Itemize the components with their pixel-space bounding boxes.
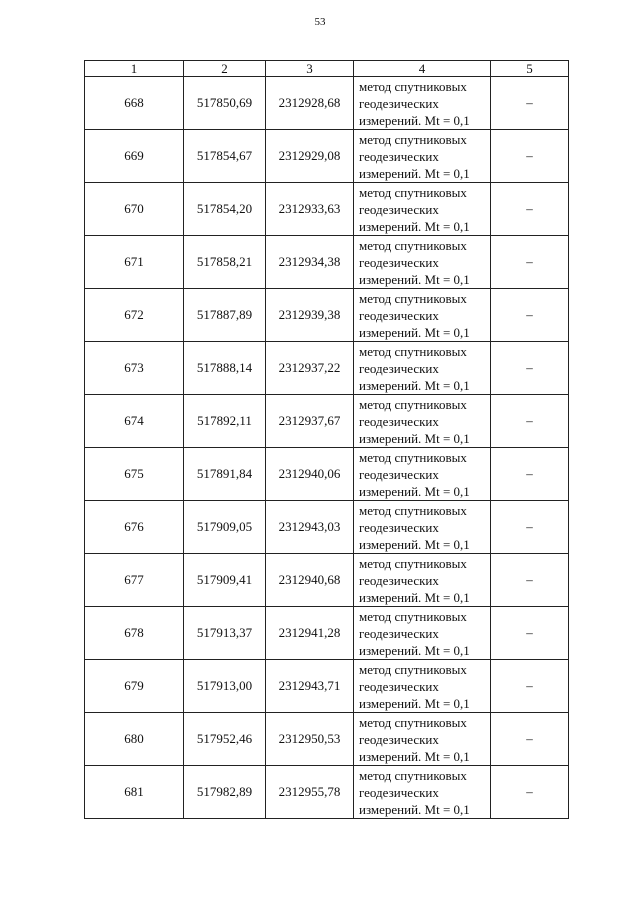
table-row	[85, 660, 569, 713]
method-cell	[354, 395, 491, 448]
point-number-cell: 681	[85, 766, 184, 819]
method-line: измерений. Mt = 0,1	[359, 271, 470, 287]
y-coordinate-cell: 2312937,67	[266, 395, 354, 448]
x-coordinate-cell: 517850,69	[184, 77, 266, 130]
note-cell: –	[491, 766, 569, 819]
table-row	[85, 713, 569, 766]
method-line: измерений. Mt = 0,1	[359, 165, 470, 181]
method-line: измерений. Mt = 0,1	[359, 748, 470, 764]
note-cell: –	[491, 501, 569, 554]
method-line: метод спутниковых	[359, 131, 467, 147]
point-number-cell: 671	[85, 236, 184, 289]
method-cell	[354, 501, 491, 554]
method-cell	[354, 130, 491, 183]
method-line: метод спутниковых	[359, 396, 467, 412]
method-line: геодезических	[359, 95, 439, 111]
note-cell: –	[491, 448, 569, 501]
method-line: геодезических	[359, 572, 439, 588]
method-line: метод спутниковых	[359, 608, 467, 624]
method-line: геодезических	[359, 519, 439, 535]
y-coordinate-cell: 2312937,22	[266, 342, 354, 395]
table-row	[85, 501, 569, 554]
y-coordinate-cell: 2312934,38	[266, 236, 354, 289]
point-number-cell: 678	[85, 607, 184, 660]
x-coordinate-cell: 517909,05	[184, 501, 266, 554]
point-number-cell: 676	[85, 501, 184, 554]
table-row	[85, 342, 569, 395]
x-coordinate-cell: 517892,11	[184, 395, 266, 448]
x-coordinate-cell: 517909,41	[184, 554, 266, 607]
method-line: геодезических	[359, 625, 439, 641]
table-row	[85, 448, 569, 501]
table-row	[85, 77, 569, 130]
y-coordinate-cell: 2312940,06	[266, 448, 354, 501]
table-row	[85, 554, 569, 607]
column-header-2: 2	[184, 61, 266, 77]
y-coordinate-cell: 2312943,71	[266, 660, 354, 713]
y-coordinate-cell: 2312941,28	[266, 607, 354, 660]
header-row	[85, 61, 569, 77]
x-coordinate-cell: 517982,89	[184, 766, 266, 819]
point-number-cell: 674	[85, 395, 184, 448]
point-number-cell: 675	[85, 448, 184, 501]
method-cell	[354, 183, 491, 236]
note-cell: –	[491, 607, 569, 660]
method-line: измерений. Mt = 0,1	[359, 589, 470, 605]
point-number-cell: 669	[85, 130, 184, 183]
method-line: метод спутниковых	[359, 767, 467, 783]
y-coordinate-cell: 2312950,53	[266, 713, 354, 766]
method-cell	[354, 289, 491, 342]
note-cell: –	[491, 395, 569, 448]
column-header-3: 3	[266, 61, 354, 77]
method-cell	[354, 77, 491, 130]
column-header-5: 5	[491, 61, 569, 77]
method-line: метод спутниковых	[359, 290, 467, 306]
method-cell	[354, 342, 491, 395]
method-line: геодезических	[359, 413, 439, 429]
table-row	[85, 183, 569, 236]
y-coordinate-cell: 2312929,08	[266, 130, 354, 183]
point-number-cell: 668	[85, 77, 184, 130]
method-line: геодезических	[359, 466, 439, 482]
method-line: геодезических	[359, 201, 439, 217]
method-cell	[354, 554, 491, 607]
note-cell: –	[491, 554, 569, 607]
method-line: геодезических	[359, 148, 439, 164]
method-line: метод спутниковых	[359, 78, 467, 94]
method-cell	[354, 236, 491, 289]
method-line: метод спутниковых	[359, 449, 467, 465]
method-line: геодезических	[359, 254, 439, 270]
point-number-cell: 680	[85, 713, 184, 766]
note-cell: –	[491, 713, 569, 766]
table-row	[85, 607, 569, 660]
method-line: измерений. Mt = 0,1	[359, 483, 470, 499]
table-row	[85, 236, 569, 289]
y-coordinate-cell: 2312943,03	[266, 501, 354, 554]
table-row	[85, 289, 569, 342]
method-line: измерений. Mt = 0,1	[359, 642, 470, 658]
method-line: метод спутниковых	[359, 502, 467, 518]
method-line: измерений. Mt = 0,1	[359, 430, 470, 446]
method-line: измерений. Mt = 0,1	[359, 536, 470, 552]
method-line: метод спутниковых	[359, 237, 467, 253]
coordinates-table	[84, 60, 569, 819]
method-cell	[354, 448, 491, 501]
x-coordinate-cell: 517913,37	[184, 607, 266, 660]
note-cell: –	[491, 77, 569, 130]
method-cell	[354, 766, 491, 819]
y-coordinate-cell: 2312940,68	[266, 554, 354, 607]
method-line: измерений. Mt = 0,1	[359, 324, 470, 340]
method-line: геодезических	[359, 678, 439, 694]
x-coordinate-cell: 517854,20	[184, 183, 266, 236]
method-line: метод спутниковых	[359, 661, 467, 677]
point-number-cell: 673	[85, 342, 184, 395]
y-coordinate-cell: 2312928,68	[266, 77, 354, 130]
method-line: геодезических	[359, 360, 439, 376]
method-line: измерений. Mt = 0,1	[359, 112, 470, 128]
column-header-1: 1	[85, 61, 184, 77]
page-number: 53	[314, 16, 326, 28]
table-row	[85, 130, 569, 183]
method-line: метод спутниковых	[359, 184, 467, 200]
point-number-cell: 670	[85, 183, 184, 236]
y-coordinate-cell: 2312955,78	[266, 766, 354, 819]
point-number-cell: 677	[85, 554, 184, 607]
note-cell: –	[491, 183, 569, 236]
x-coordinate-cell: 517888,14	[184, 342, 266, 395]
method-cell	[354, 713, 491, 766]
x-coordinate-cell: 517887,89	[184, 289, 266, 342]
x-coordinate-cell: 517913,00	[184, 660, 266, 713]
method-line: геодезических	[359, 307, 439, 323]
point-number-cell: 679	[85, 660, 184, 713]
note-cell: –	[491, 130, 569, 183]
table-row	[85, 395, 569, 448]
note-cell: –	[491, 342, 569, 395]
x-coordinate-cell: 517854,67	[184, 130, 266, 183]
point-number-cell: 672	[85, 289, 184, 342]
note-cell: –	[491, 660, 569, 713]
method-line: метод спутниковых	[359, 555, 467, 571]
method-cell	[354, 660, 491, 713]
y-coordinate-cell: 2312939,38	[266, 289, 354, 342]
x-coordinate-cell: 517891,84	[184, 448, 266, 501]
note-cell: –	[491, 236, 569, 289]
x-coordinate-cell: 517858,21	[184, 236, 266, 289]
method-line: метод спутниковых	[359, 714, 467, 730]
method-line: измерений. Mt = 0,1	[359, 377, 470, 393]
method-line: измерений. Mt = 0,1	[359, 695, 470, 711]
y-coordinate-cell: 2312933,63	[266, 183, 354, 236]
x-coordinate-cell: 517952,46	[184, 713, 266, 766]
method-line: измерений. Mt = 0,1	[359, 801, 470, 817]
method-line: измерений. Mt = 0,1	[359, 218, 470, 234]
table-row	[85, 766, 569, 819]
method-line: геодезических	[359, 784, 439, 800]
method-line: геодезических	[359, 731, 439, 747]
note-cell: –	[491, 289, 569, 342]
column-header-4: 4	[354, 61, 491, 77]
method-line: метод спутниковых	[359, 343, 467, 359]
method-cell	[354, 607, 491, 660]
